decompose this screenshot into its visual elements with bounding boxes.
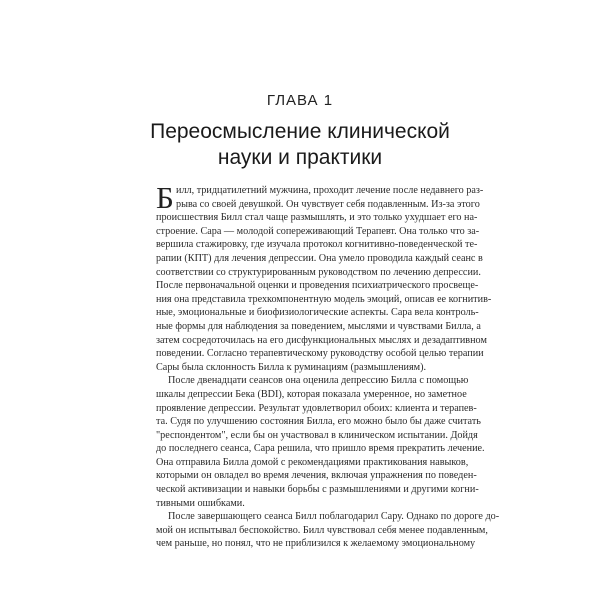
text-line: строение. Сара — молодой сопереживающий Терапевт. Она только что за- bbox=[156, 225, 480, 237]
chapter-label: ГЛАВА 1 bbox=[266, 92, 334, 109]
text-line: ния она представила трехкомпонентную модель эмоций, описав ее когнитив- bbox=[156, 293, 492, 305]
text-line: поведении. Согласно терапевтическому руководству особой целью терапии bbox=[156, 348, 484, 360]
text-line: шкалы депрессии Бека (BDI), которая показала умеренное, но заметное bbox=[156, 388, 467, 400]
text-line: илл, тридцатилетний мужчина, проходит лечение после недавнего раз- bbox=[176, 185, 484, 196]
text-line: до последнего сеанса, Сара решила, что пришло время прекратить лечение. bbox=[156, 443, 485, 455]
text-line: После двенадцати сеансов она оценила депрессию Билла с помощью bbox=[168, 375, 469, 387]
body-text bbox=[156, 180, 500, 551]
text-line: та. Судя по улучшению состояния Билла, его можно было бы даже считать bbox=[156, 416, 481, 428]
text-line: тивными ошибками. bbox=[156, 497, 245, 509]
text-line: ные формы для наблюдения за поведением, мыслями и чувствами Билла, а bbox=[156, 320, 481, 332]
text-line: Она отправила Билла домой с рекомендациями практикования навыков, bbox=[156, 456, 469, 468]
paragraph bbox=[156, 374, 485, 510]
chapter-title-line: науки и практики bbox=[217, 146, 383, 169]
text-line: "респондентом", если бы он участвовал в клиническом испытании. Дойдя bbox=[156, 429, 478, 441]
text-line: После завершающего сеанса Билл поблагодарил Сару. Однако по дороге до- bbox=[168, 511, 500, 523]
text-line: чем раньше, но понял, что не приблизился к желаемому эмоциональному bbox=[156, 538, 476, 550]
text-line: вершила стажировку, где изучала протокол когнитивно-поведенческой те- bbox=[156, 239, 478, 251]
text-line: После первоначальной оценки и проведения психиатрического просвеще- bbox=[156, 280, 479, 292]
paragraph bbox=[156, 180, 492, 374]
text-line: рапии (КПТ) для лечения депрессии. Она умело проводила каждый сеанс в bbox=[156, 252, 483, 264]
chapter-title bbox=[0, 119, 600, 171]
text-line: затем сосредоточилась на его дисфункциональных мыслях и дезадаптивном bbox=[156, 334, 487, 346]
text-line: проявление депрессии. Результат удовлетворил обоих: клиента и терапев- bbox=[156, 402, 477, 414]
text-line: ческой активизации и навыки борьбы с размышлениями и другими когни- bbox=[156, 484, 479, 496]
text-line: рыва со своей девушкой. Он чувствует себя подавленным. Из-за этого bbox=[176, 198, 480, 210]
text-line: мой он испытывал беспокойство. Билл чувствовал себя менее подавленным, bbox=[156, 524, 488, 536]
text-line: происшествия Билл стал чаще размышлять, и это только ухудшает его на- bbox=[156, 212, 478, 224]
text-line: Сары была склонность Билла к руминациям (размышлениям). bbox=[156, 361, 427, 373]
paragraph bbox=[156, 510, 500, 551]
text-line: ные, эмоциональные и биофизиологические аспекты. Сара вела контроль- bbox=[156, 307, 479, 319]
text-line: соответствии со структурированным руководством по лечению депрессии. bbox=[156, 266, 481, 278]
text-line: которыми он овладел во время лечения, включая упражнения по поведен- bbox=[156, 470, 477, 482]
chapter-title-line: Переосмысление клинической bbox=[150, 120, 450, 143]
drop-cap: Б bbox=[156, 180, 174, 215]
